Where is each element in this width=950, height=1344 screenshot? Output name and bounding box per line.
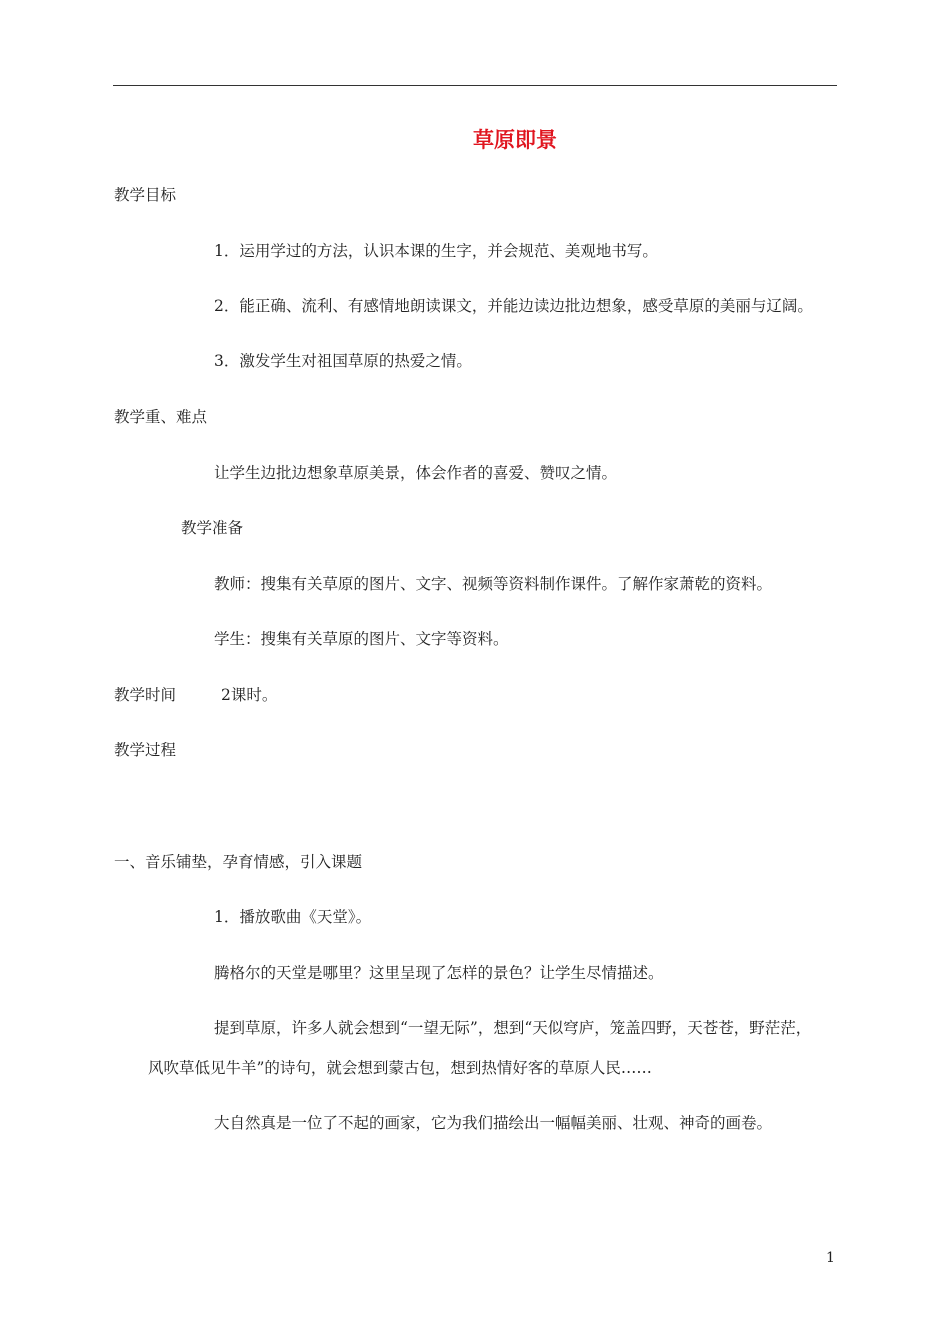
time-heading: 教学时间 bbox=[114, 686, 177, 704]
process-paragraph-1: 腾格尔的天堂是哪里？这里呈现了怎样的景色？让学生尽情描述。 bbox=[214, 964, 664, 982]
header-rule bbox=[113, 85, 837, 86]
objective-item-3: 3．激发学生对祖国草原的热爱之情。 bbox=[214, 352, 472, 370]
preparation-teacher: 教师：搜集有关草原的图片、文字、视频等资料制作课件。了解作家萧乾的资料。 bbox=[214, 575, 773, 593]
objective-item-2: 2．能正确、流利、有感情地朗读课文，并能边读边批边想象，感受草原的美丽与辽阔。 bbox=[214, 297, 813, 315]
page-number: 1 bbox=[826, 1250, 835, 1266]
key-points-text: 让学生边批边想象草原美景，体会作者的喜爱、赞叹之情。 bbox=[214, 464, 618, 482]
objective-item-1: 1．运用学过的方法，认识本课的生字，并会规范、美观地书写。 bbox=[214, 242, 658, 260]
objectives-heading: 教学目标 bbox=[114, 186, 177, 204]
process-heading: 教学过程 bbox=[114, 741, 177, 759]
process-paragraph-2-line-1: 提到草原，许多人就会想到“一望无际”，想到“天似穹庐，笼盖四野，天苍苍，野茫茫， bbox=[214, 1019, 812, 1037]
section1-heading: 一、音乐铺垫，孕育情感，引入课题 bbox=[114, 853, 363, 871]
process-step-1: 1．播放歌曲《天堂》。 bbox=[214, 908, 372, 926]
process-paragraph-3: 大自然真是一位了不起的画家，它为我们描绘出一幅幅美丽、壮观、神奇的画卷。 bbox=[214, 1114, 773, 1132]
key-points-heading: 教学重、难点 bbox=[114, 408, 208, 426]
process-paragraph-2-line-2: 风吹草低见牛羊”的诗句，就会想到蒙古包，想到热情好客的草原人民…… bbox=[148, 1059, 652, 1077]
time-value: 2课时。 bbox=[221, 686, 278, 704]
page-title: 草原即景 bbox=[473, 128, 557, 152]
preparation-student: 学生：搜集有关草原的图片、文字等资料。 bbox=[214, 630, 509, 648]
preparation-heading: 教学准备 bbox=[181, 519, 244, 537]
